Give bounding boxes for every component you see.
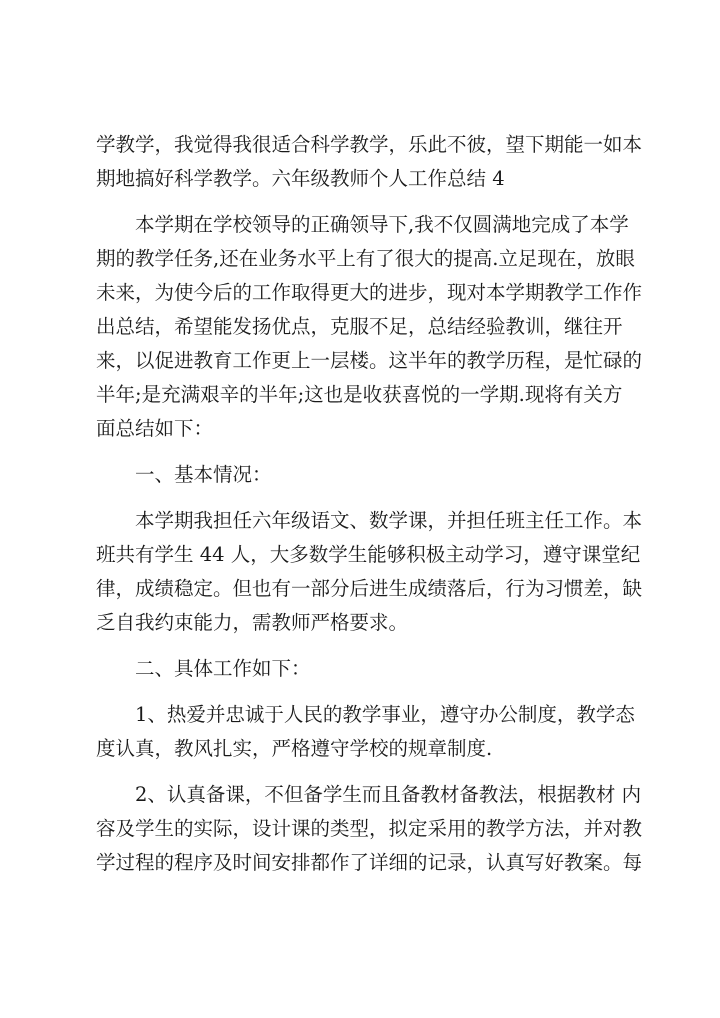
text-line: 出总结，希望能发扬优点，克服不足，总结经验教训，继往开 bbox=[96, 315, 623, 338]
document-page bbox=[96, 128, 643, 880]
text-line: 班共有学生 44 人，大多数学生能够积极主动学习，遵守课堂纪 bbox=[96, 543, 641, 566]
text-line: 面总结如下： bbox=[96, 417, 214, 440]
text-line: 容及学生的实际，设计课的类型，拟定采用的教学方法，并对教 bbox=[96, 817, 643, 840]
paragraph-first-line: 1、热爱并忠诚于人民的教学事业，遵守办公制度，教学态 bbox=[135, 703, 635, 726]
text-line: 来，以促进教育工作更上一层楼。这半年的教学历程，是忙碌的 bbox=[96, 349, 643, 372]
text-line: 半年;是充满艰辛的半年;这也是收获喜悦的一学期.现将有关方 bbox=[96, 383, 623, 406]
text-line: 乏自我约束能力，需教师严格要求。 bbox=[96, 611, 409, 634]
text-line: 期的教学任务,还在业务水平上有了很大的提高.立足现在，放眼 bbox=[96, 247, 635, 270]
text-line: 度认真，教风扎实，严格遵守学校的规章制度. bbox=[96, 737, 493, 760]
text-line: 未来，为使今后的工作取得更大的进步，现对本学期教学工作作 bbox=[96, 281, 643, 304]
text-line: 期地搞好科学教学。六年级教师个人工作总结 4 bbox=[96, 167, 505, 190]
text-line: 学过程的程序及时间安排都作了详细的记录，认真写好教案。每 bbox=[96, 851, 643, 874]
text-line: 律，成绩稳定。但也有一部分后进生成绩落后，行为习惯差，缺 bbox=[96, 577, 643, 600]
paragraph-first-line: 本学期我担任六年级语文、数学课，并担任班主任工作。本 bbox=[135, 509, 643, 532]
text-line: 学教学，我觉得我很适合科学教学，乐此不彼，望下期能一如本 bbox=[96, 133, 643, 156]
section-heading: 一、基本情况： bbox=[135, 463, 272, 486]
paragraph-first-line: 2、认真备课，不但备学生而且备教材备教法，根据教材 内 bbox=[135, 783, 642, 806]
section-heading: 二、具体工作如下： bbox=[135, 657, 311, 680]
paragraph-first-line: 本学期在学校领导的正确领导下,我不仅圆满地完成了本学 bbox=[135, 213, 629, 236]
